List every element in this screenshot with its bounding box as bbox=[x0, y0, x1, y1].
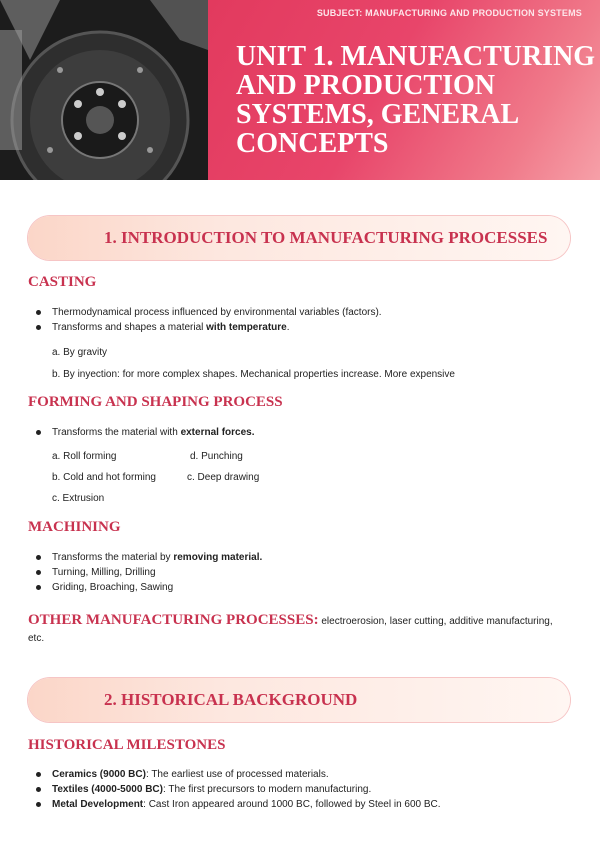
other-text: electroerosion, laser cutting, additive manufacturing, etc. bbox=[28, 616, 553, 644]
unit-title: UNIT 1. MANUFACTURING AND PRODUCTION SYSTEMS, GENERAL CONCEPTS bbox=[236, 41, 596, 159]
other-heading: OTHER MANUFACTURING PROCESSES: bbox=[28, 612, 319, 628]
list-item: Metal Development: Cast Iron appeared around 1000 BC, followed by Steel in 600 BC. bbox=[36, 797, 441, 812]
list-item: Transforms the material with external forces. bbox=[36, 425, 255, 440]
forming-bullets bbox=[36, 425, 255, 440]
forming-sub-punching: d. Punching bbox=[190, 451, 243, 462]
section-2-header bbox=[28, 678, 570, 722]
list-item: Thermodynamical process influenced by environmental variables (factors). bbox=[36, 305, 382, 320]
section-1-header bbox=[28, 216, 570, 260]
brake-disc-illustration bbox=[0, 0, 208, 180]
forming-sub-cold-hot: b. Cold and hot forming bbox=[52, 472, 156, 483]
milestones-bullets bbox=[36, 767, 441, 812]
forming-sub-deep-drawing: c. Deep drawing bbox=[187, 472, 260, 483]
list-item: Transforms and shapes a material with temperature. bbox=[36, 320, 382, 335]
list-item: Ceramics (9000 BC): The earliest use of processed materials. bbox=[36, 767, 441, 782]
section-1-title: 1. INTRODUCTION TO MANUFACTURING PROCESSES bbox=[104, 228, 548, 247]
casting-heading: CASTING bbox=[28, 274, 97, 290]
casting-bullets bbox=[36, 305, 382, 335]
list-item: Textiles (4000-5000 BC): The first precursors to modern manufacturing. bbox=[36, 782, 441, 797]
list-item: Transforms the material by removing material. bbox=[36, 550, 262, 565]
casting-sub-b: b. By inyection: for more complex shapes. Mechanical properties increase. More expensive bbox=[52, 369, 455, 380]
list-item: Turning, Milling, Drilling bbox=[36, 565, 262, 580]
forming-sub-roll: a. Roll forming bbox=[52, 451, 117, 462]
header bbox=[0, 0, 600, 180]
casting-sub-a: a. By gravity bbox=[52, 347, 108, 358]
subject-label: SUBJECT: MANUFACTURING AND PRODUCTION SYSTEMS bbox=[316, 8, 582, 18]
machining-heading: MACHINING bbox=[28, 519, 121, 535]
list-item: Griding, Broaching, Sawing bbox=[36, 580, 262, 595]
forming-heading: FORMING AND SHAPING PROCESS bbox=[28, 394, 283, 410]
milestones-heading: HISTORICAL MILESTONES bbox=[28, 737, 226, 753]
section-2-title: 2. HISTORICAL BACKGROUND bbox=[104, 690, 358, 709]
forming-sub-extrusion: c. Extrusion bbox=[52, 493, 105, 504]
brake-disc-photo bbox=[0, 0, 208, 180]
other-processes bbox=[28, 612, 568, 647]
machining-bullets bbox=[36, 550, 262, 595]
